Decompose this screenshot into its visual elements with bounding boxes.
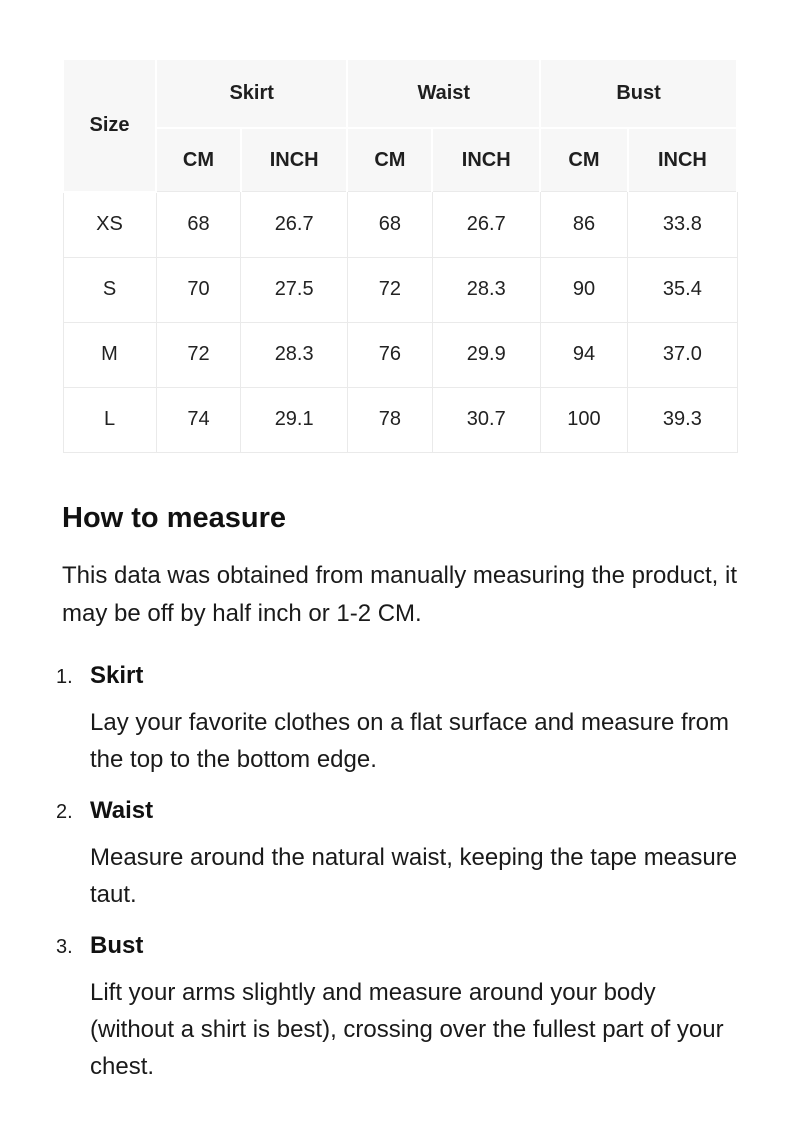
measurement-cell: 68	[156, 192, 241, 258]
measure-steps-list	[56, 661, 738, 1085]
measurement-cell: 30.7	[432, 387, 540, 452]
how-to-measure-title: How to measure	[62, 501, 286, 534]
measurement-cell: 37.0	[628, 322, 737, 387]
table-row-l	[63, 387, 737, 452]
step-title: Waist	[90, 796, 154, 824]
sub-header-waist-inch: INCH	[432, 128, 540, 192]
step-number: 3.	[56, 935, 73, 958]
group-header-bust: Bust	[540, 59, 737, 128]
step-number: 2.	[56, 800, 73, 823]
size-chart-table	[62, 58, 738, 453]
sub-header-skirt-cm: CM	[156, 128, 241, 192]
list-item-bust	[56, 931, 738, 1085]
measurement-cell: 76	[347, 322, 432, 387]
step-description: Lay your favorite clothes on a flat surface and measure from the top to the bottom edge.	[90, 708, 729, 773]
step-title: Bust	[90, 931, 144, 959]
measurement-cell: 100	[540, 387, 628, 452]
step-description: Lift your arms slightly and measure around your body (without a shirt is best), crossing over the fullest part of your chest.	[90, 978, 724, 1080]
sub-header-skirt-inch: INCH	[241, 128, 347, 192]
size-column-header: Size	[63, 59, 156, 192]
measurement-cell: 26.7	[241, 192, 347, 258]
group-header-waist: Waist	[347, 59, 540, 128]
table-row-xs	[63, 192, 737, 258]
measurement-cell: 74	[156, 387, 241, 452]
measurement-cell: 27.5	[241, 257, 347, 322]
table-row-m	[63, 322, 737, 387]
size-cell: L	[63, 387, 156, 452]
table-row-s	[63, 257, 737, 322]
step-number: 1.	[56, 665, 73, 688]
measurement-cell: 90	[540, 257, 628, 322]
measurement-cell: 70	[156, 257, 241, 322]
list-item-skirt	[56, 661, 738, 778]
measurement-cell: 78	[347, 387, 432, 452]
size-cell: M	[63, 322, 156, 387]
measurement-cell: 72	[156, 322, 241, 387]
measurement-cell: 94	[540, 322, 628, 387]
measurement-cell: 29.1	[241, 387, 347, 452]
step-title: Skirt	[90, 661, 144, 689]
measurement-cell: 72	[347, 257, 432, 322]
step-description: Measure around the natural waist, keeping the tape measure taut.	[90, 843, 738, 908]
measurement-cell: 28.3	[241, 322, 347, 387]
group-header-skirt: Skirt	[156, 59, 347, 128]
measurement-cell: 86	[540, 192, 628, 258]
measurement-cell: 35.4	[628, 257, 737, 322]
sub-header-bust-inch: INCH	[628, 128, 737, 192]
measurement-cell: 33.8	[628, 192, 737, 258]
size-cell: S	[63, 257, 156, 322]
measurement-cell: 26.7	[432, 192, 540, 258]
how-to-measure-intro: This data was obtained from manually measuring the product, it may be off by half inch or 1-2 CM.	[62, 561, 738, 627]
list-item-waist	[56, 796, 738, 913]
sub-header-bust-cm: CM	[540, 128, 628, 192]
measurement-cell: 39.3	[628, 387, 737, 452]
measurement-cell: 68	[347, 192, 432, 258]
measurement-cell: 28.3	[432, 257, 540, 322]
sub-header-waist-cm: CM	[347, 128, 432, 192]
size-cell: XS	[63, 192, 156, 258]
measurement-cell: 29.9	[432, 322, 540, 387]
